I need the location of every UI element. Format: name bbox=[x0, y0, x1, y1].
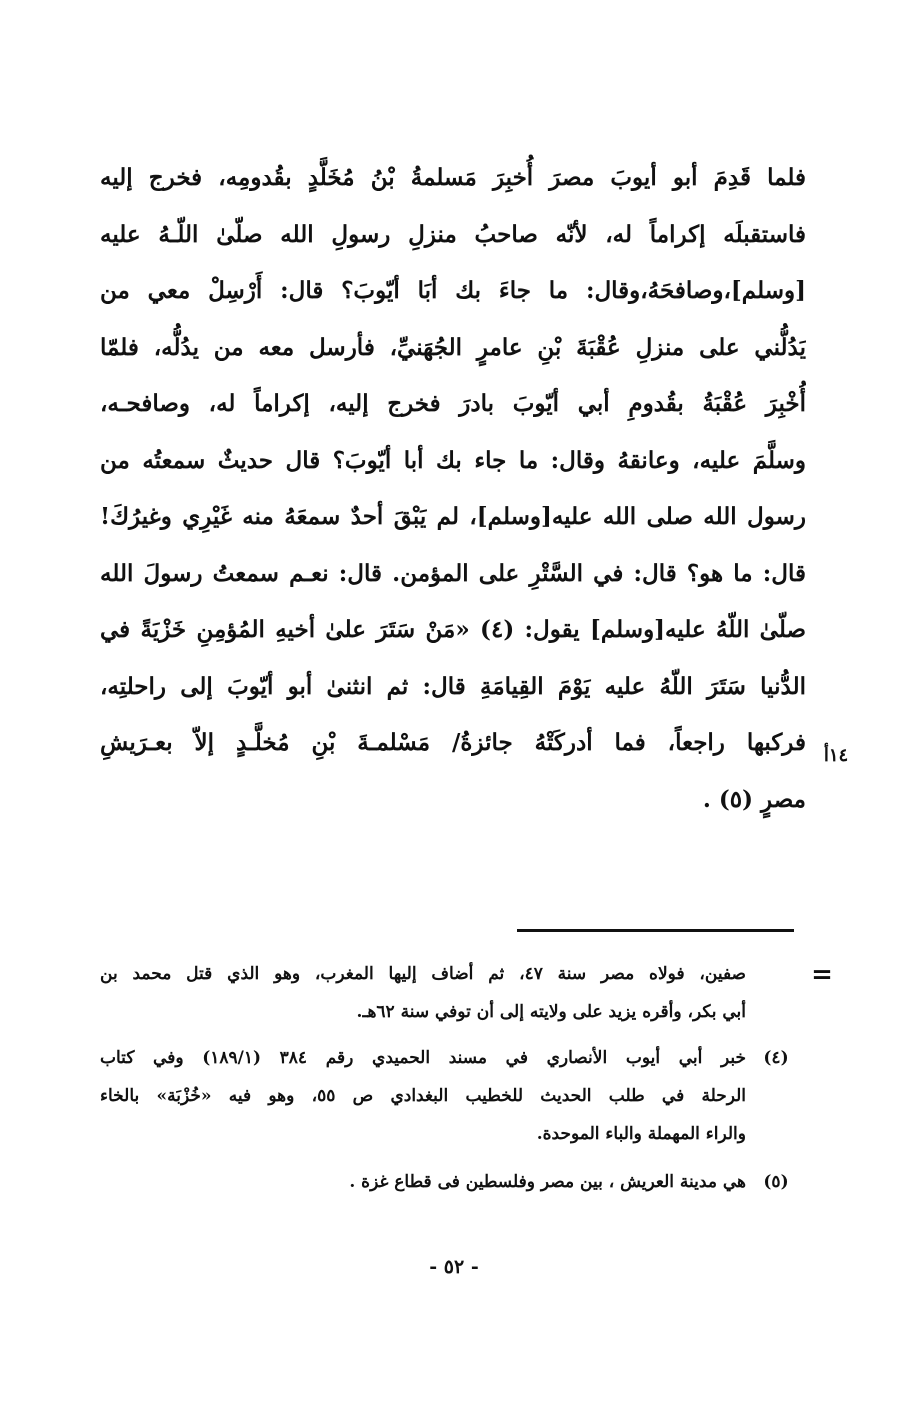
footnote-number: (٤) bbox=[763, 1048, 789, 1068]
footnote-body bbox=[100, 955, 746, 1031]
footnotes-block bbox=[100, 955, 806, 1201]
manuscript-folio-marker: ١٤أ bbox=[823, 745, 849, 766]
main-text-line: مصرٍ (٥) . bbox=[702, 785, 806, 813]
main-text-line: قال: ما هو؟ قال: في السَّتْرِ على المؤمن. قال: نعـم سمعتُ رسولَ الله bbox=[100, 559, 806, 587]
footnote-line: هي مدينة العريش ، بين مصر وفلسطين فى قطاع غزة . bbox=[349, 1172, 746, 1192]
footnote-body bbox=[100, 1163, 746, 1201]
page-number: - ٥٢ - bbox=[429, 1256, 479, 1278]
main-text-line: فاستقبلَه إكراماً له، لأنّه صاحبُ منزلِ رسولِ الله صلّىٰ اللّـهُ عليه bbox=[100, 220, 806, 248]
main-text-line: وسلَّمَ عليه، وعانقهُ وقال: ما جاء بك أبا أيّوبَ؟ قال حديثٌ سمعتُه من bbox=[100, 446, 806, 474]
footnote-separator bbox=[517, 929, 794, 932]
footnote-line: والراء المهملة والباء الموحدة. bbox=[536, 1124, 746, 1144]
footnote-line: خبر أبي أيوب الأنصاري في مسند الحميدي رقم ٣٨٤ (١٨٩/١) وفي كتاب bbox=[100, 1048, 746, 1068]
main-text-line: يَدُلُّني على منزلِ عُقْبَةَ بْنِ عامرٍ الجُهَنيِّ، فأرسل معه من يدُلُّه، فلمّا bbox=[100, 333, 806, 361]
footnote-4 bbox=[100, 1039, 806, 1153]
footnote-line: أبي بكر، وأقره يزيد على ولايته إلى أن توفي سنة ٦٢هـ. bbox=[356, 1002, 746, 1022]
footnote-5 bbox=[100, 1163, 806, 1201]
footnote-line: الرحلة في طلب الحديث للخطيب البغدادي ص ٥٥، وهو فيه «خُزْبَة» بالخاء bbox=[100, 1086, 746, 1106]
main-text-line: فركبها راجعاً، فما أدركَتْهُ جائزةُ/ مَسْلمـةَ بْنِ مُخلَّـدٍ إلاّ بعـرَيشِ bbox=[100, 729, 806, 756]
main-text-line: [وسلم]،وصافحَهُ،وقال: ما جاءَ بك أبَا أيّوبَ؟ قال: أَرْسِلْ معي من bbox=[100, 277, 806, 304]
main-text-block bbox=[100, 150, 806, 828]
footnote-body bbox=[100, 1039, 746, 1153]
main-text-line: فلما قَدِمَ أبو أيوبَ مصرَ أُخبِرَ مَسلمةُ بْنُ مُخَلَّدٍ بقُدومِه، فخرج إليه bbox=[100, 164, 806, 191]
main-text-line: الدُّنيا سَتَرَ اللّهُ عليه يَوْمَ القِيامَةِ قال: ثم انثنىٰ أبو أيّوبَ إلى راحلتِه، bbox=[100, 672, 806, 700]
footnote-continuation-mark: = bbox=[811, 960, 833, 990]
footnote-line: صفين، فولاه مصر سنة ٤٧، ثم أضاف إليها المغرب، وهو الذي قتل محمد بن bbox=[100, 964, 746, 984]
footnote-number: (٥) bbox=[763, 1172, 789, 1192]
main-text-line: صلّىٰ اللّهُ عليه[وسلم] يقول: (٤) «مَنْ سَتَرَ علىٰ أخيهِ المُؤمِنِ خَزْيَةً في bbox=[100, 616, 806, 643]
main-text-line: رسول الله صلى الله عليه[وسلم]، لم يَبْقَ أحدٌ سمعَهُ منه غَيْرِي وغيرُكَ! bbox=[100, 503, 806, 530]
main-text-line: أُخْبِرَ عُقْبَةُ بقُدومِ أبي أيّوبَ بادرَ فخرج إليه، إكراماً له، وصافحـه، bbox=[100, 390, 806, 417]
footnote-continuation bbox=[100, 955, 806, 1031]
